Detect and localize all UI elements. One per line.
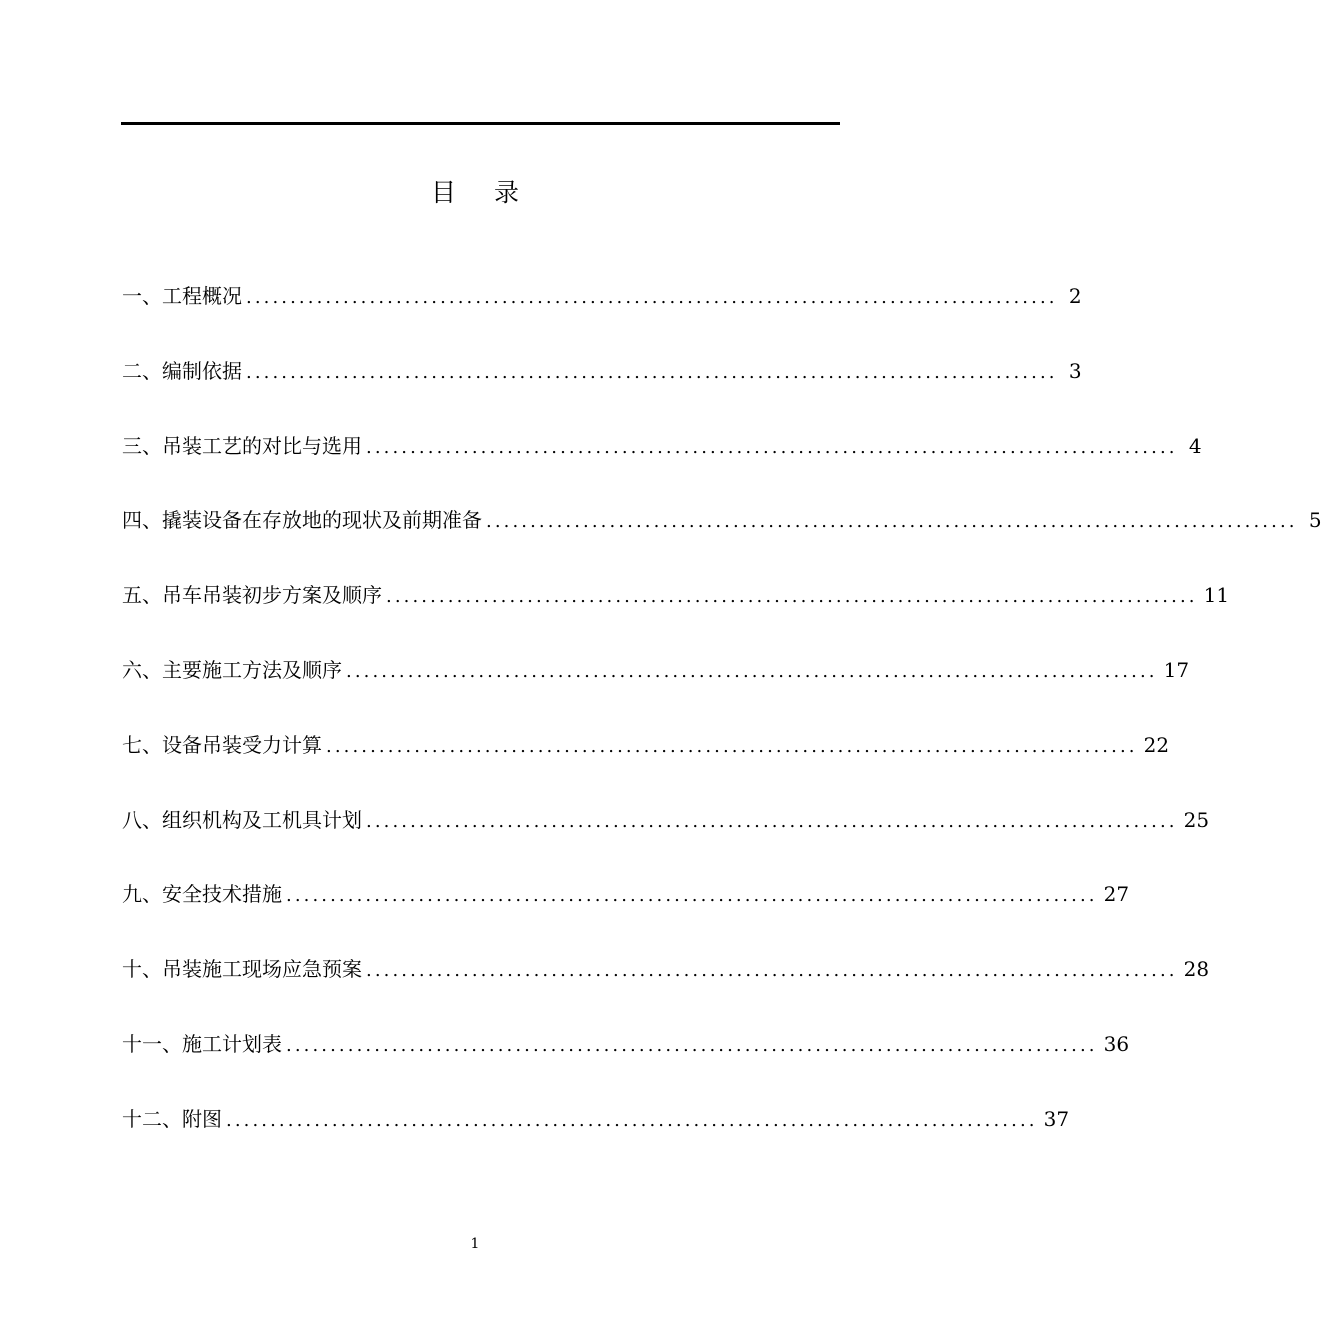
dot-leader: ............................................................................................	[326, 735, 1138, 757]
toc-entry-page: 2	[1068, 284, 1082, 308]
dot-leader: ............................................................................................	[366, 960, 1178, 982]
toc-entry-label: 五、吊车吊装初步方案及顺序	[122, 583, 382, 608]
toc-entry-label: 一、工程概况	[122, 284, 242, 308]
toc-entry-page: 5	[1308, 508, 1322, 533]
dot-leader: ............................................................................................	[486, 511, 1298, 533]
toc-entry[interactable]	[122, 879, 1130, 954]
toc-entry-page: 11	[1203, 583, 1230, 608]
toc-entry-page: 37	[1043, 1106, 1070, 1131]
toc-entry-page: 22	[1143, 732, 1170, 757]
toc-entry-page: 25	[1183, 807, 1210, 832]
dot-leader: ............................................................................................	[286, 1034, 1098, 1056]
toc-list	[122, 281, 1322, 1179]
toc-entry-label: 八、组织机构及工机具计划	[122, 807, 362, 832]
toc-entry-label: 九、安全技术措施	[122, 882, 282, 907]
toc-entry[interactable]	[122, 356, 1082, 431]
toc-entry[interactable]	[122, 805, 1210, 880]
toc-entry-label: 十二、附图	[122, 1106, 222, 1131]
toc-entry[interactable]	[122, 431, 1202, 506]
toc-entry[interactable]	[122, 505, 1322, 580]
toc-entry[interactable]	[122, 281, 1082, 356]
footer-page-number: 1	[470, 1236, 480, 1252]
dot-leader: ............................................................................................	[246, 287, 1058, 308]
dot-leader: ............................................................................................	[386, 586, 1198, 608]
toc-entry[interactable]	[122, 580, 1230, 655]
toc-entry-page: 3	[1068, 358, 1082, 383]
toc-entry-page: 4	[1188, 433, 1202, 458]
toc-entry-label: 六、主要施工方法及顺序	[122, 657, 342, 682]
toc-entry[interactable]	[122, 1029, 1130, 1104]
toc-entry-page: 17	[1163, 657, 1190, 682]
toc-entry[interactable]	[122, 954, 1210, 1029]
dot-leader: ............................................................................................	[226, 1109, 1038, 1131]
toc-entry-label: 十一、施工计划表	[122, 1031, 282, 1056]
toc-entry-label: 三、吊装工艺的对比与选用	[122, 433, 362, 458]
toc-entry-label: 四、撬装设备在存放地的现状及前期准备	[122, 508, 482, 533]
toc-entry-page: 36	[1103, 1031, 1130, 1056]
toc-entry-label: 十、吊装施工现场应急预案	[122, 957, 362, 982]
toc-entry[interactable]	[122, 655, 1190, 730]
dot-leader: ............................................................................................	[366, 810, 1178, 832]
toc-title-char-2: 录	[494, 178, 520, 207]
dot-leader: ............................................................................................	[246, 361, 1058, 383]
toc-title	[0, 176, 950, 210]
toc-entry[interactable]	[122, 1104, 1070, 1179]
toc-entry-label: 七、设备吊装受力计算	[122, 732, 322, 757]
toc-title-char-1: 目	[430, 178, 456, 207]
toc-entry-label: 二、编制依据	[122, 358, 242, 383]
dot-leader: ............................................................................................	[366, 436, 1178, 458]
toc-entry-page: 28	[1183, 957, 1210, 982]
toc-entry[interactable]	[122, 730, 1170, 805]
dot-leader: ............................................................................................	[286, 885, 1098, 907]
toc-entry-page: 27	[1103, 882, 1130, 907]
header-rule	[121, 122, 840, 125]
dot-leader: ............................................................................................	[346, 660, 1158, 682]
